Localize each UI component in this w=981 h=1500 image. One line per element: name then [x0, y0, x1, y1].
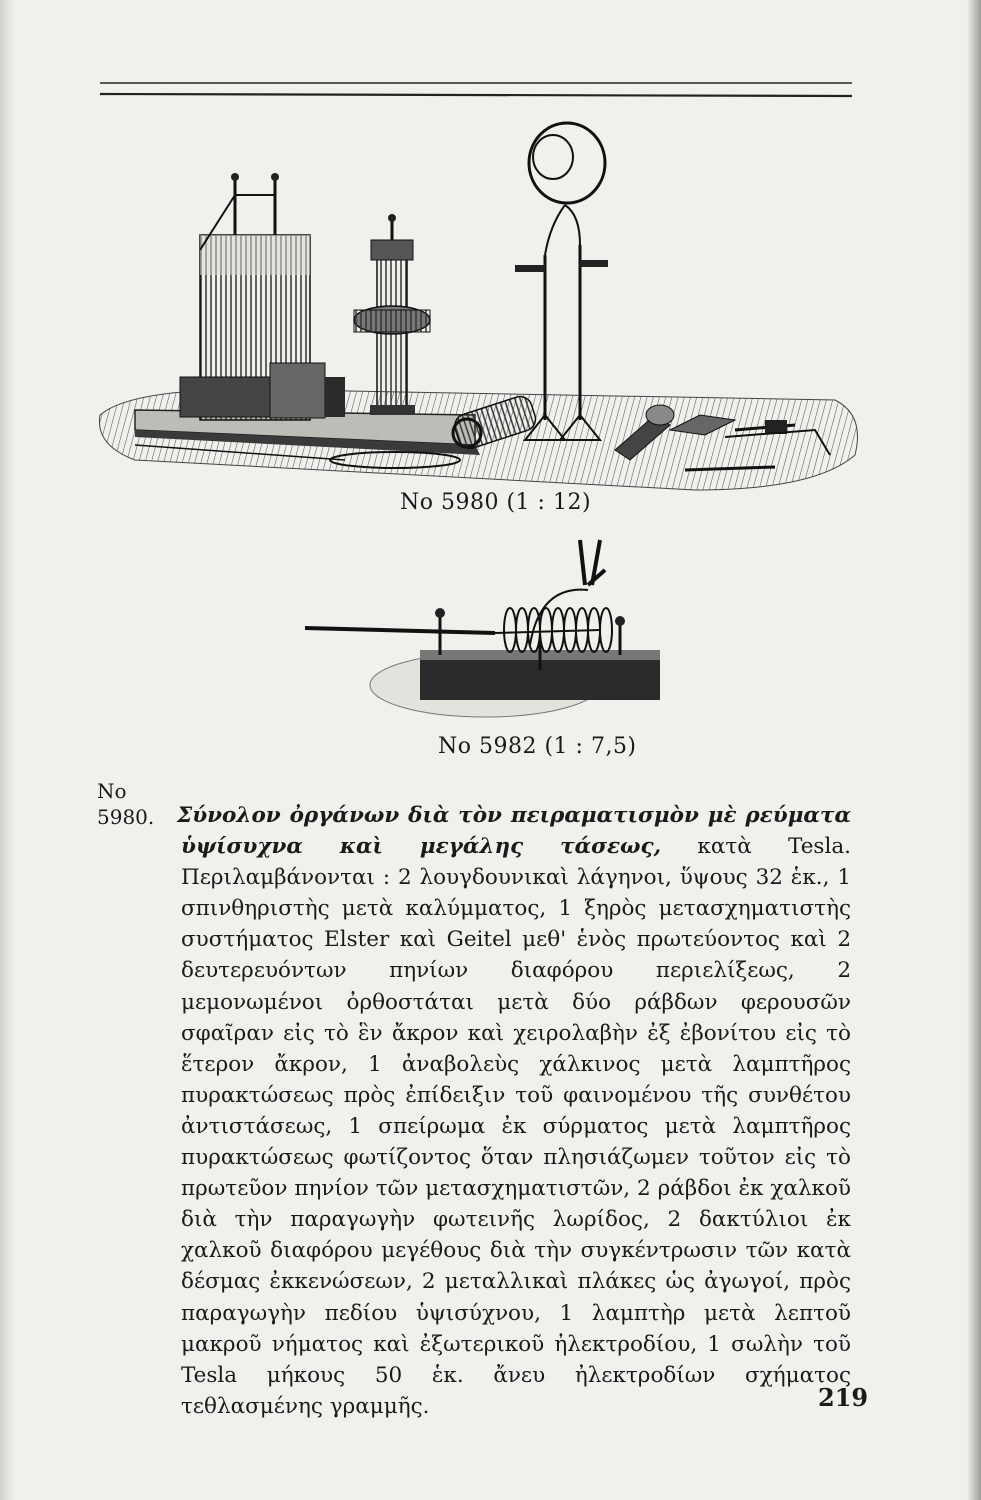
- figure-caption-5980: No 5980 (1 : 12): [400, 490, 592, 515]
- page-edge-right: [967, 0, 981, 1500]
- entry-body: κατὰ Tesla. Περιλαμβάνονται : 2 λουγδουνικαὶ λάγηνοι, ὕψους 32 ἑκ., 1 σπινθηριστὴς μετὰ καλύμματος, 1 ξηρὸς μετασχηματιστὴς συστήματος Elster καὶ Geitel μεθ' ἑνὸς πρωτεύοντος καὶ 2 δευτερευόντων πηνίων διαφόρου περιελίξεως, 2 μεμονωμένοι ὀρθοστάται μετὰ δύο ράβδων φερουσῶν σφαῖραν εἰς τὸ ἓν ἄκρον καὶ χειρολαβὴν ἐξ ἐβονίτου εἰς τὸ ἕτερον ἄκρον, 1 ἀναβολεὺς χάλκινος μετὰ λαμπτῆρος πυρακτώσεως πρὸς ἐπίδειξιν τοῦ φαινομένου τῆς συνθέτου ἀντιστάσεως, 1 σπείρωμα ἐκ σύρματος μετὰ λαμπτῆρος πυρακτώσεως φωτίζοντος ὅταν πλησιάζωμεν τοῦτον εἰς τὸ πρωτεῦον πηνίον τῶν μετασχηματιστῶν, 2 ράβδοι ἐκ χαλκοῦ διὰ τὴν παραγωγὴν φωτεινῆς λωρίδος, 2 δακτύλιοι ἐκ χαλκοῦ διαφόρου μεγέθους διὰ τὴν συγκέντρωσιν τῶν κατὰ δέσμας ἐκκενώσεων, 2 μεταλλικαὶ πλάκες ὡς ἀγωγοί, πρὸς παραγωγὴν πεδίου ὑψισύχνου, 1 λαμπτὴρ μετὰ λεπτοῦ μακροῦ νήματος καὶ ἐξωτερικοῦ ἠλεκτροδίου, 1 σωλὴν τοῦ Tesla μήκους 50 ἑκ. ἄνευ ἠλεκτροδίων σχήματος τεθλασμένης γραμμῆς.: [181, 834, 851, 1419]
- entry-number: [97, 778, 154, 830]
- header-double-rule: [100, 80, 852, 100]
- spark-coil-illustration: [300, 535, 670, 725]
- page-number: 219: [818, 1383, 869, 1412]
- entry-number-value: 5980.: [97, 805, 155, 829]
- figure-caption-5982: No 5982 (1 : 7,5): [438, 734, 637, 759]
- tesla-apparatus-illustration: [95, 115, 865, 495]
- entry-title: Σύνολον ὀργάνων διὰ τὸν πειραματισμὸν μὲ ρεύματα ὑψίσυχνα καὶ μεγάλης τάσεως,: [177, 803, 851, 860]
- entry-description: [177, 800, 851, 1422]
- page-edge-left: [0, 0, 14, 1500]
- entry-number-prefix: No: [97, 779, 127, 803]
